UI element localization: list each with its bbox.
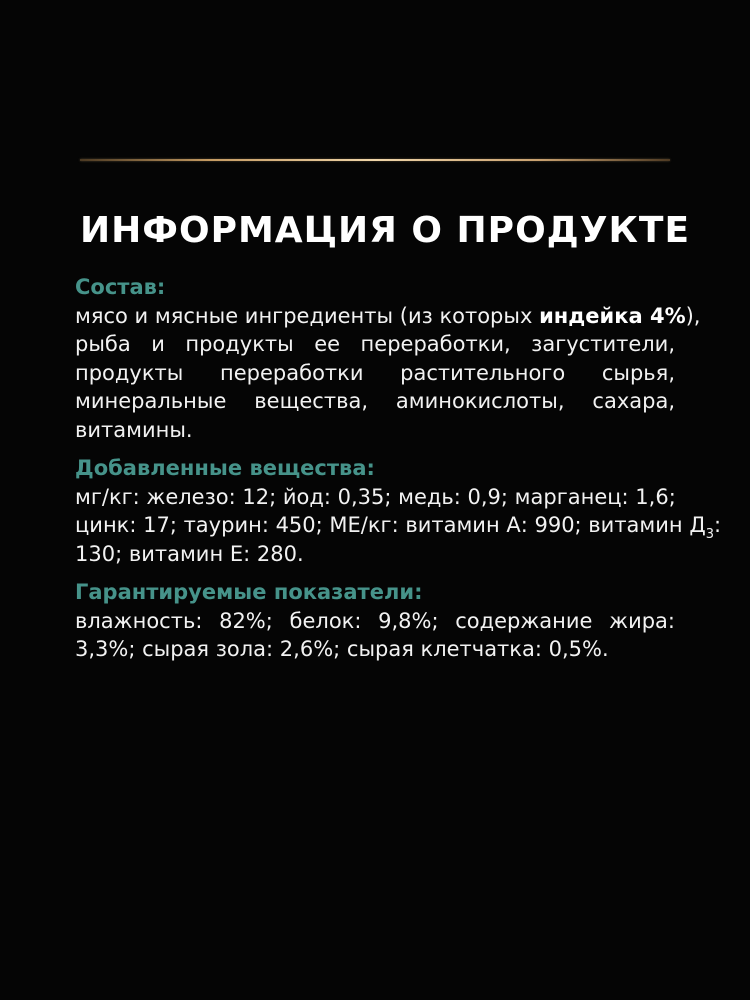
composition-line-1 xyxy=(75,302,701,331)
guaranteed-line-1: влажность: 82%; белок: 9,8%; содержание жира: xyxy=(75,608,675,633)
additives-heading: Добавленные вещества: xyxy=(75,456,375,480)
additives-line-2 xyxy=(75,511,722,542)
composition-line-4: минеральные вещества, аминокислоты, сахара, xyxy=(75,389,675,413)
additives-line-2-main: цинк: 17; таурин: 450; МЕ/кг: витамин А: 990; витамин Д xyxy=(75,513,706,537)
additives-section xyxy=(75,454,722,568)
additives-line-2-tail: : xyxy=(714,513,722,537)
additives-line-1: мг/кг: железо: 12; йод: 0,35; медь: 0,9; марганец: 1,6; xyxy=(75,484,676,509)
guaranteed-heading: Гарантируемые показатели: xyxy=(75,580,423,604)
composition-line-1-after: ), xyxy=(685,303,701,328)
composition-line-5: витамины. xyxy=(75,417,193,442)
guaranteed-section xyxy=(75,578,675,664)
composition-line-1-before: мясо и мясные ингредиенты (из которых xyxy=(75,303,540,328)
gold-divider-line xyxy=(80,159,670,161)
vitamin-d3-subscript: 3 xyxy=(705,527,715,542)
composition-heading: Состав: xyxy=(75,275,166,299)
turkey-percentage: индейка 4% xyxy=(539,303,686,328)
composition-section xyxy=(75,273,701,444)
page-title: ИНФОРМАЦИЯ О ПРОДУКТЕ xyxy=(80,210,691,252)
guaranteed-line-2: 3,3%; сырая зола: 2,6%; сырая клетчатка: 0,5%. xyxy=(75,637,609,661)
additives-line-3: 130; витамин Е: 280. xyxy=(75,541,304,566)
product-info-content xyxy=(75,273,722,674)
composition-line-2: рыба и продукты ее переработки, загустители, xyxy=(75,332,675,356)
composition-line-3: продукты переработки растительного сырья, xyxy=(75,360,675,385)
